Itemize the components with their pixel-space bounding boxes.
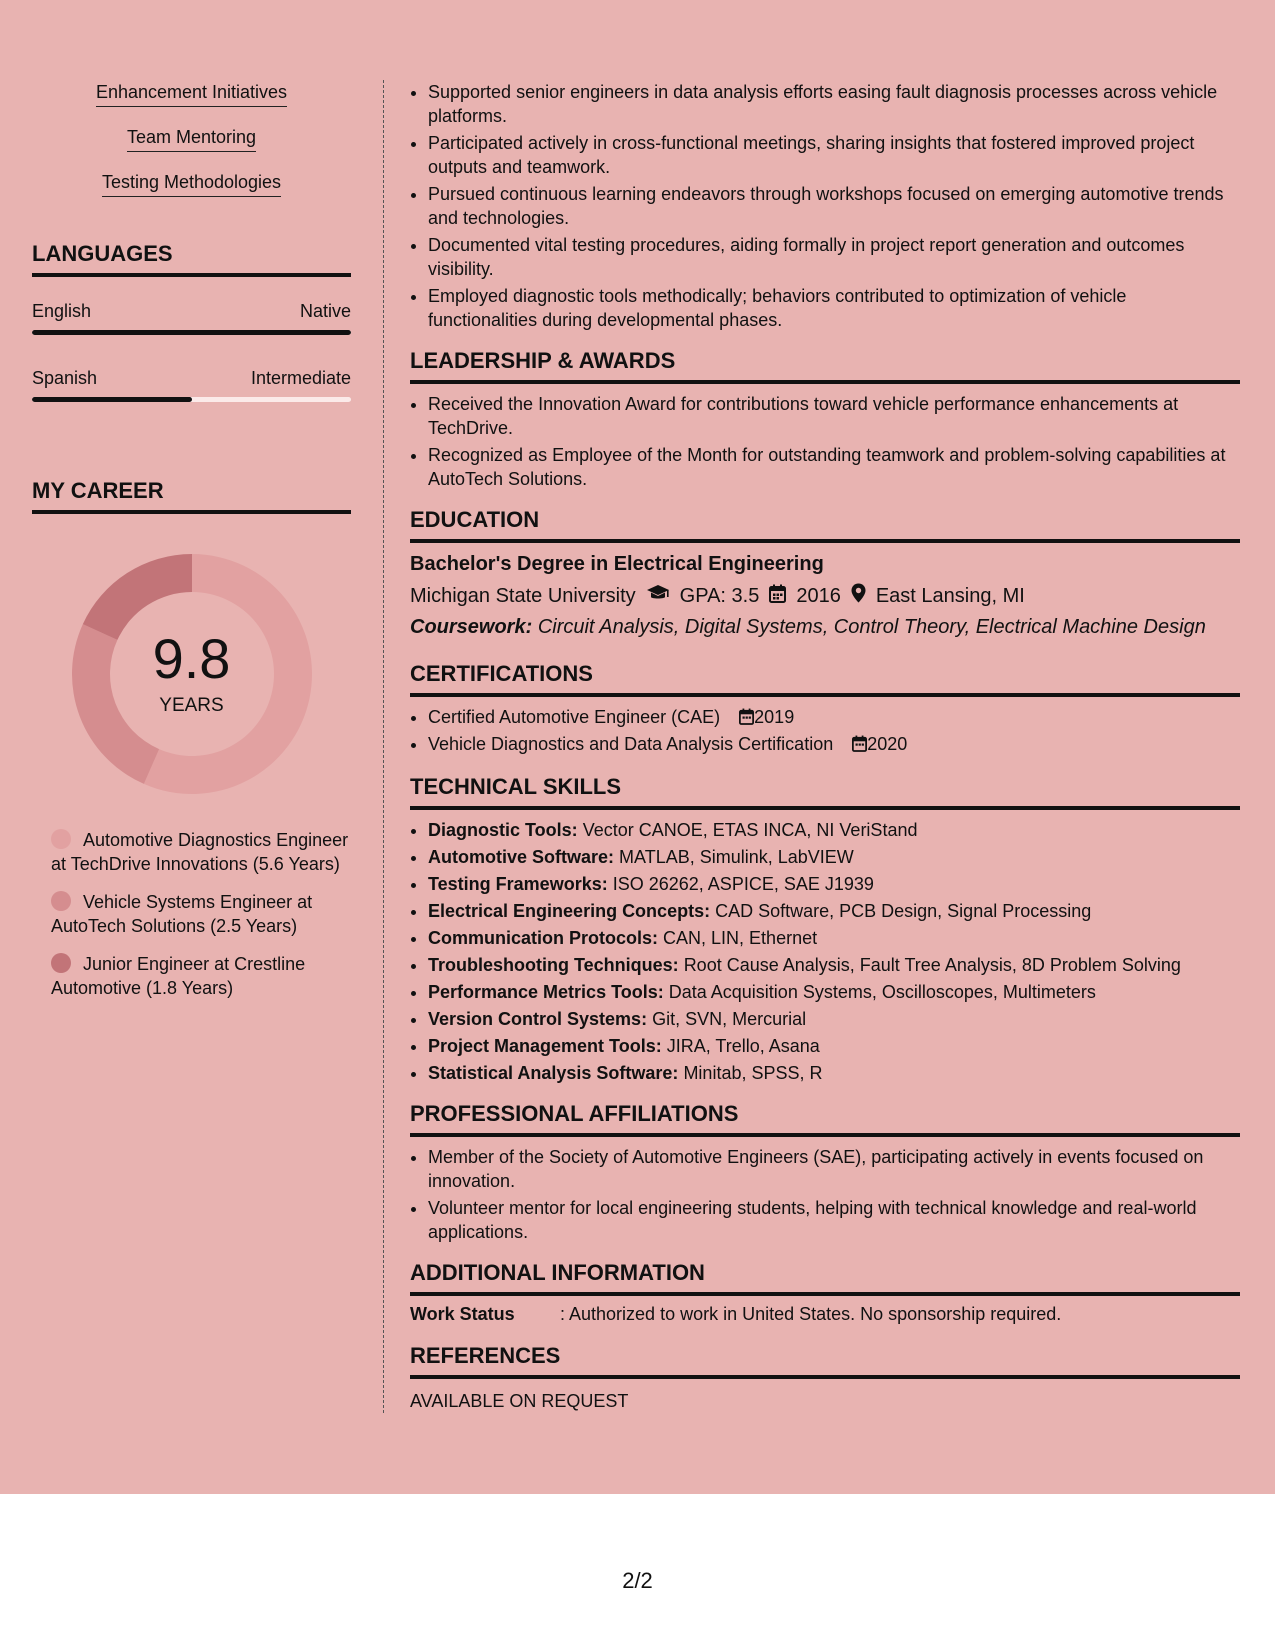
legend-dot-icon bbox=[51, 891, 71, 911]
skill-label: Automotive Software: bbox=[428, 847, 615, 867]
graduation-cap-icon bbox=[646, 584, 670, 608]
education-year: 2016 bbox=[796, 584, 841, 607]
education-heading: EDUCATION bbox=[410, 507, 1240, 543]
technical-skill-item bbox=[428, 872, 1240, 896]
experience-bullet: • Participated actively in cross-functional meetings, sharing insights that fostered improved project outputs and teamwork. bbox=[428, 131, 1240, 179]
column-divider bbox=[383, 80, 384, 1413]
language-bar-fill bbox=[32, 397, 192, 402]
work-status-value: : Authorized to work in United States. No sponsorship required. bbox=[560, 1304, 1062, 1324]
education-gpa: GPA: 3.5 bbox=[679, 584, 760, 607]
calendar-icon bbox=[769, 584, 786, 609]
career-legend bbox=[32, 828, 351, 1000]
career-legend-item bbox=[32, 890, 351, 938]
language-name: English bbox=[32, 301, 92, 321]
work-status-row bbox=[410, 1304, 1240, 1325]
skill-item: Enhancement Initiatives bbox=[96, 82, 287, 107]
location-pin-icon bbox=[851, 583, 866, 609]
skill-value: MATLAB, Simulink, LabVIEW bbox=[619, 847, 854, 867]
legend-dot-icon bbox=[51, 829, 71, 849]
technical-skill-item bbox=[428, 980, 1240, 1004]
skill-label: Testing Frameworks: bbox=[428, 874, 608, 894]
right-column bbox=[410, 80, 1240, 1412]
language-bar bbox=[32, 330, 351, 335]
technical-skill-item bbox=[428, 1034, 1240, 1058]
skill-label: Statistical Analysis Software: bbox=[428, 1063, 679, 1083]
experience-bullet: • Employed diagnostic tools methodically; behaviors contributed to optimization of vehicle functionalities during developmental phases. bbox=[428, 284, 1240, 332]
career-heading: MY CAREER bbox=[32, 478, 351, 514]
experience-bullet: • Documented vital testing procedures, aiding formally in project report generation and outcomes visibility. bbox=[428, 233, 1240, 281]
certification-item bbox=[428, 705, 1240, 729]
skill-item: Team Mentoring bbox=[127, 127, 256, 152]
technical-skill-item bbox=[428, 1061, 1240, 1085]
skill-value: Vector CANOE, ETAS INCA, NI VeriStand bbox=[582, 820, 918, 840]
skill-label: Version Control Systems: bbox=[428, 1009, 648, 1029]
technical-skill-item bbox=[428, 845, 1240, 869]
certifications-heading: CERTIFICATIONS bbox=[410, 661, 1240, 697]
language-level: Native bbox=[299, 301, 351, 321]
affiliations-list bbox=[410, 1145, 1240, 1244]
language-spanish bbox=[32, 368, 351, 402]
leadership-item: • Recognized as Employee of the Month for outstanding teamwork and problem-solving capabilities at AutoTech Solutions. bbox=[428, 443, 1240, 491]
left-column bbox=[32, 82, 351, 1014]
language-bar bbox=[32, 397, 351, 402]
calendar-icon bbox=[852, 734, 867, 754]
leadership-item: • Received the Innovation Award for contributions toward vehicle performance enhancements at TechDrive. bbox=[428, 392, 1240, 440]
skills-list bbox=[32, 82, 351, 197]
skill-label: Electrical Engineering Concepts: bbox=[428, 901, 711, 921]
leadership-heading: LEADERSHIP & AWARDS bbox=[410, 348, 1240, 384]
work-status-label: Work Status bbox=[410, 1304, 515, 1324]
skill-value: CAN, LIN, Ethernet bbox=[663, 928, 818, 948]
skill-label: Project Management Tools: bbox=[428, 1036, 662, 1056]
skill-value: Minitab, SPSS, R bbox=[683, 1063, 823, 1083]
certification-name: Vehicle Diagnostics and Data Analysis Certification bbox=[428, 734, 834, 754]
education-location: East Lansing, MI bbox=[875, 584, 1025, 607]
legend-dot-icon bbox=[51, 953, 71, 973]
skill-label: Performance Metrics Tools: bbox=[428, 982, 664, 1002]
certifications-list bbox=[410, 705, 1240, 756]
coursework-value: Circuit Analysis, Digital Systems, Control Theory, Electrical Machine Design bbox=[537, 616, 1206, 638]
technical-skill-item bbox=[428, 899, 1240, 923]
leadership-list bbox=[410, 392, 1240, 491]
skill-value: Git, SVN, Mercurial bbox=[652, 1009, 807, 1029]
page-number: 2/2 bbox=[622, 1568, 653, 1593]
skill-value: Root Cause Analysis, Fault Tree Analysis, 8D Problem Solving bbox=[683, 955, 1181, 975]
calendar-icon bbox=[739, 707, 754, 727]
skill-item: Testing Methodologies bbox=[102, 172, 281, 197]
skill-value: Data Acquisition Systems, Oscilloscopes, Multimeters bbox=[668, 982, 1096, 1002]
career-total-unit: YEARS bbox=[159, 695, 224, 716]
skill-value: ISO 26262, ASPICE, SAE J1939 bbox=[612, 874, 874, 894]
references-text: AVAILABLE ON REQUEST bbox=[410, 1391, 629, 1411]
career-legend-text: Vehicle Systems Engineer at AutoTech Solutions (2.5 Years) bbox=[51, 892, 313, 936]
language-bar-fill bbox=[32, 330, 351, 335]
experience-bullet: • Pursued continuous learning endeavors through workshops focused on emerging automotive trends and technologies. bbox=[428, 182, 1240, 230]
skill-value: JIRA, Trello, Asana bbox=[666, 1036, 820, 1056]
technical-skill-item bbox=[428, 926, 1240, 950]
affiliation-item: • Member of the Society of Automotive Engineers (SAE), participating actively in events focused on innovation. bbox=[428, 1145, 1240, 1193]
languages-heading: LANGUAGES bbox=[32, 241, 351, 277]
certification-item bbox=[428, 732, 1240, 756]
education-school: Michigan State University bbox=[410, 584, 636, 607]
technical-skill-item bbox=[428, 818, 1240, 842]
experience-bullet: • Supported senior engineers in data analysis efforts easing fault diagnosis processes across vehicle platforms. bbox=[428, 80, 1240, 128]
skill-value: CAD Software, PCB Design, Signal Processing bbox=[715, 901, 1092, 921]
career-legend-text: Automotive Diagnostics Engineer at TechDrive Innovations (5.6 Years) bbox=[51, 830, 349, 874]
experience-bullets bbox=[410, 80, 1240, 332]
education-coursework bbox=[410, 616, 1240, 639]
technical-skills-heading: TECHNICAL SKILLS bbox=[410, 774, 1240, 810]
career-legend-text: Junior Engineer at Crestline Automotive (1.8 Years) bbox=[51, 954, 306, 998]
affiliations-heading: PROFESSIONAL AFFILIATIONS bbox=[410, 1101, 1240, 1137]
technical-skill-item bbox=[428, 1007, 1240, 1031]
certification-year: 2020 bbox=[867, 734, 908, 754]
technical-skills-list bbox=[410, 818, 1240, 1085]
education-degree: Bachelor's Degree in Electrical Engineering bbox=[410, 553, 824, 575]
career-legend-item bbox=[32, 828, 351, 876]
certification-name: Certified Automotive Engineer (CAE) bbox=[428, 707, 721, 727]
skill-label: Diagnostic Tools: bbox=[428, 820, 578, 840]
certification-year: 2019 bbox=[754, 707, 795, 727]
language-english bbox=[32, 301, 351, 335]
affiliation-item: • Volunteer mentor for local engineering students, helping with technical knowledge and real-world applications. bbox=[428, 1196, 1240, 1244]
career-donut-chart bbox=[72, 554, 312, 794]
language-level: Intermediate bbox=[250, 368, 351, 388]
career-legend-item bbox=[32, 952, 351, 1000]
coursework-label: Coursework: bbox=[410, 616, 533, 638]
additional-info-heading: ADDITIONAL INFORMATION bbox=[410, 1260, 1240, 1296]
education-meta bbox=[410, 583, 1240, 609]
skill-label: Troubleshooting Techniques: bbox=[428, 955, 679, 975]
technical-skill-item bbox=[428, 953, 1240, 977]
references-heading: REFERENCES bbox=[410, 1343, 1240, 1379]
career-total-years: 9.8 bbox=[152, 627, 231, 690]
language-name: Spanish bbox=[32, 368, 98, 388]
skill-label: Communication Protocols: bbox=[428, 928, 659, 948]
